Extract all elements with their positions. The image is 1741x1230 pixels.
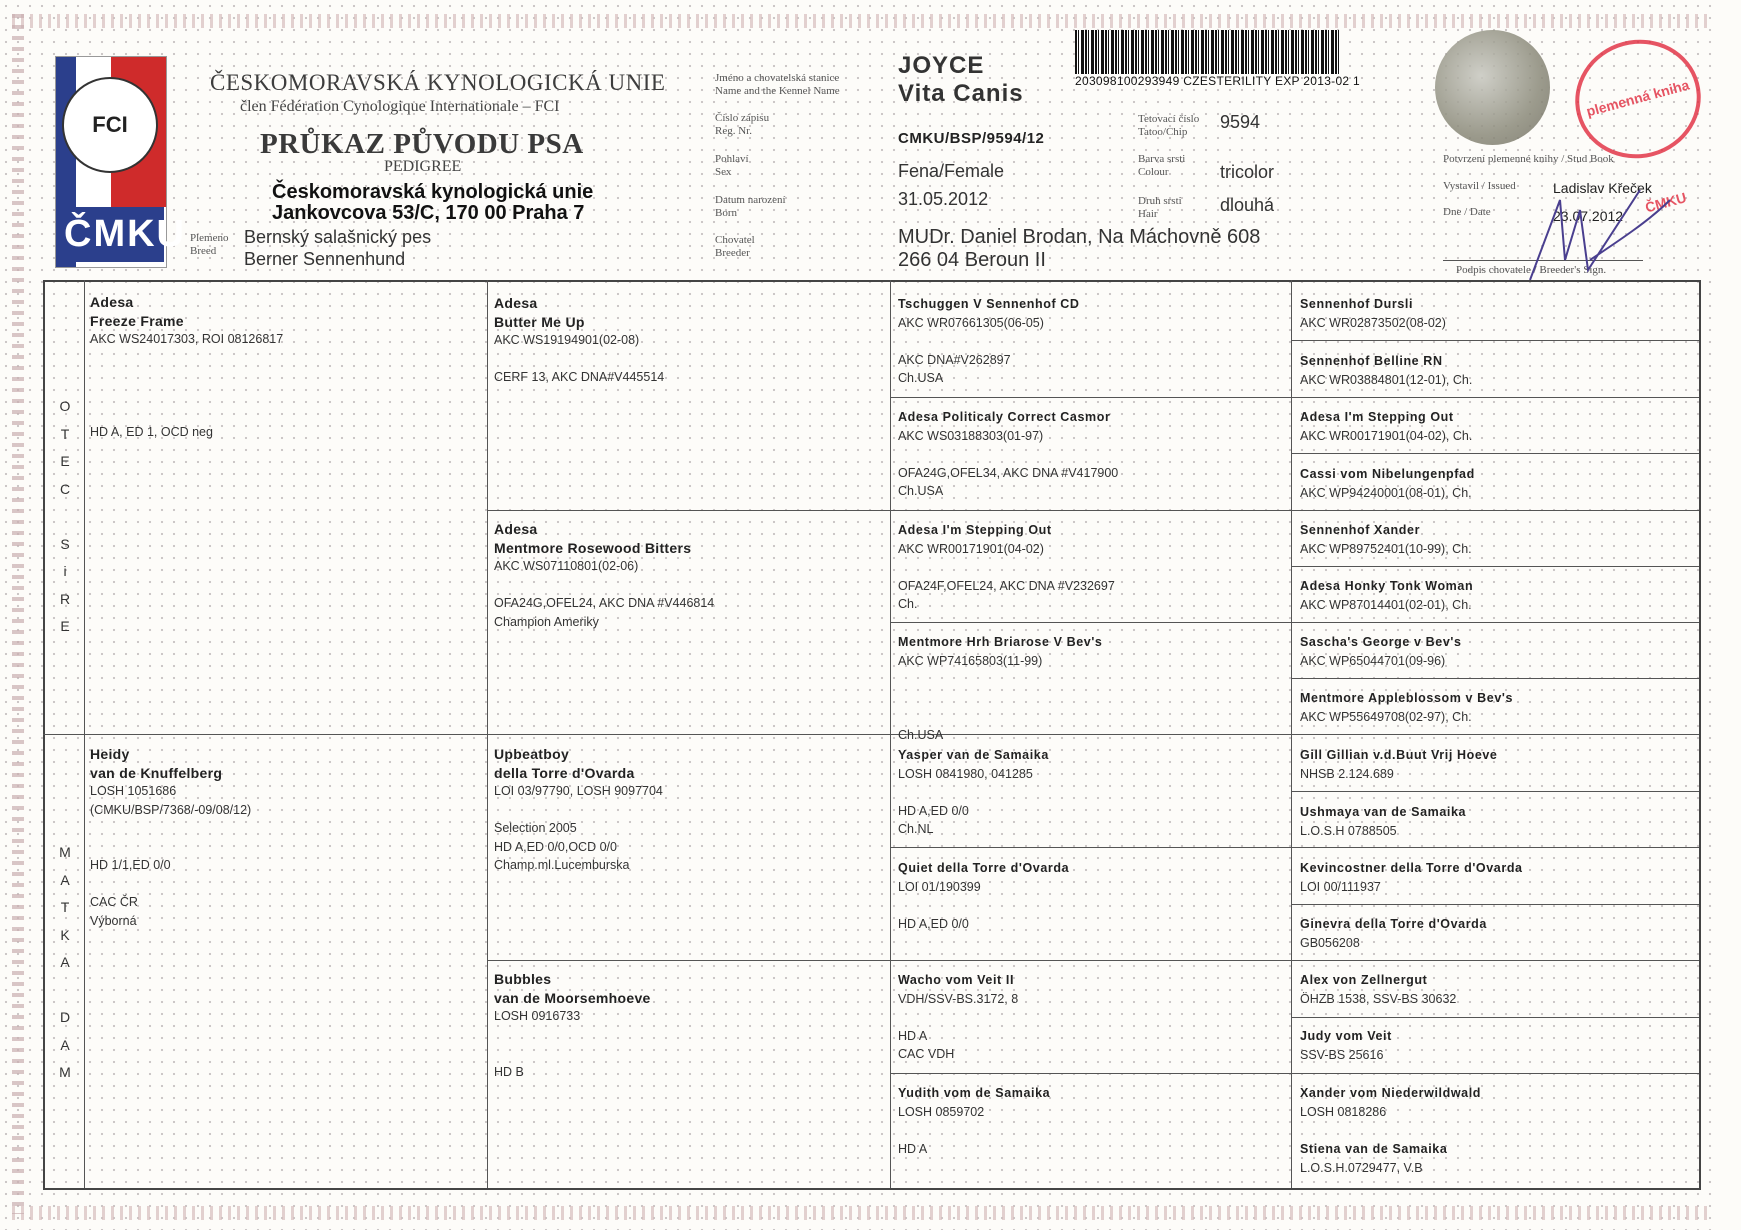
detail-line — [898, 896, 1286, 915]
g3-cell — [898, 408, 1286, 501]
ancestor-name: Ginevra della Torre d'Ovarda — [1300, 917, 1487, 931]
detail-line — [90, 349, 480, 368]
detail-line: Výborná — [90, 913, 137, 928]
registration-number: AKC WR00171901(04-02), Ch. — [1300, 428, 1473, 443]
detail-line: OFA24G,OFEL34, AKC DNA #V417900 — [898, 465, 1119, 480]
ancestor-name: Gill Gillian v.d.Buut Vrij Hoeve — [1300, 748, 1498, 762]
g4-cell — [1300, 408, 1695, 445]
registration-number: AKC WP94240001(08-01), Ch. — [1300, 485, 1472, 500]
g2-cell — [494, 970, 884, 1081]
detail-line — [494, 1026, 884, 1045]
detail-line: Ch.NL — [898, 822, 934, 836]
detail-line: HD A — [898, 1028, 928, 1043]
detail-line — [90, 404, 480, 423]
hologram-seal — [1435, 30, 1550, 145]
detail-line: LOSH 0841980, 041285 — [898, 766, 1033, 781]
detail-line — [494, 1044, 884, 1063]
g3-cell — [898, 859, 1286, 933]
detail-line: HD A,ED 0/0 — [898, 916, 969, 931]
sire-details — [90, 330, 480, 441]
ancestor-name-1: Adesa — [494, 295, 538, 311]
detail-line — [898, 445, 1286, 464]
registration-number: LOI 00/111937 — [1300, 879, 1381, 894]
document-subtitle: PEDIGREE — [384, 158, 462, 175]
detail-line — [898, 689, 1286, 708]
cmku-logo — [55, 56, 186, 268]
g4-cell — [1300, 633, 1695, 670]
ancestor-name: Yudith vom de Samaika — [898, 1086, 1051, 1100]
detail-line — [898, 1008, 1286, 1027]
g4-cell — [1300, 746, 1695, 783]
detail-line — [898, 558, 1286, 577]
g4-cell — [1300, 915, 1695, 952]
detail-line: LOSH 1051686 — [90, 784, 177, 798]
detail-line: OFA24F,OFEL24, AKC DNA #V232697 — [898, 578, 1115, 593]
fci-membership: člen Fédération Cynologique Internationale – FCI — [240, 98, 560, 115]
ancestor-name: Adesa I'm Stepping Out — [1300, 410, 1454, 424]
side-letter: R — [59, 590, 71, 607]
detail-line: AKC DNA#V262897 — [898, 352, 1011, 367]
ancestor-name: Kevincostner della Torre d'Ovarda — [1300, 861, 1523, 875]
side-letter: M — [59, 844, 71, 860]
barcode-text: 203098100293949 CZESTERILITY EXP 2013-02 1 — [1075, 74, 1361, 88]
detail-line: LOSH 0916733 — [494, 1009, 581, 1023]
stud-book-stamp: plemenná kniha ČMKU — [1562, 26, 1714, 173]
side-letter: A — [60, 954, 70, 970]
g3-cell — [898, 746, 1286, 839]
registration-number: AKC WR02873502(08-02) — [1300, 315, 1446, 330]
g4-cell — [1300, 859, 1695, 896]
detail-line: LOI 03/97790, LOSH 9097704 — [494, 784, 663, 798]
ancestor-name: Ushmaya van de Samaika — [1300, 805, 1467, 819]
detail-line — [90, 386, 480, 405]
detail-line: CAC ČR — [90, 895, 138, 909]
g4-cell — [1300, 465, 1695, 502]
detail-line: Champion Ameriky — [494, 614, 599, 629]
tattoo-value: 9594 — [1220, 112, 1261, 132]
g3-cell — [898, 633, 1286, 744]
ancestor-name: Stiena van de Samaika — [1300, 1142, 1448, 1156]
document-title: PRŮKAZ PŮVODU PSA — [260, 128, 584, 160]
grid-line — [43, 734, 1699, 735]
ornament-border-bottom — [12, 1206, 1712, 1220]
side-letter — [58, 977, 72, 1005]
ancestor-name-2: van de Moorsemhoeve — [494, 989, 651, 1006]
dam-side-label — [58, 839, 72, 1087]
dam-name-1: Heidy — [90, 746, 130, 762]
date-label: Dne / Date — [1443, 206, 1491, 218]
ancestor-name: Sascha's George v Bev's — [1300, 635, 1462, 649]
g4-cell — [1300, 689, 1695, 726]
detail-line: AKC WP74165803(11-99) — [898, 653, 1043, 668]
registration-number: AKC WP65044701(09-96) — [1300, 653, 1446, 668]
g3-cell — [898, 971, 1286, 1064]
ancestor-name: Wacho vom Veit II — [898, 973, 1015, 987]
ancestor-name: Tschuggen V Sennenhof CD — [898, 297, 1080, 311]
detail-line: HD 1/1,ED 0/0 — [90, 858, 171, 872]
org-address — [272, 182, 593, 224]
detail-line: HD A, ED 1, OCD neg — [90, 424, 213, 439]
g2-cell — [494, 745, 884, 875]
registration-number: SSV-BS 25616 — [1300, 1047, 1384, 1062]
side-letter: T — [60, 899, 70, 915]
g2-cell — [494, 294, 884, 387]
detail-line — [898, 332, 1286, 351]
ancestor-name-1: Bubbles — [494, 971, 552, 987]
tattoo-label: Tetovací číslo Tatoo/Chip — [1138, 113, 1200, 138]
date-value: 23.07.2012 — [1553, 208, 1624, 224]
registration-number: AKC WR03884801(12-01), Ch. — [1300, 372, 1473, 387]
sire-cell — [90, 293, 480, 441]
colour-label: Barva srsti Colour — [1138, 153, 1186, 178]
registration-number: L.O.S.H.0729477, V.B — [1300, 1160, 1423, 1175]
registration-number: ÖHZB 1538, SSV-BS 30632 — [1300, 991, 1457, 1006]
ancestor-name-1: Upbeatboy — [494, 746, 570, 762]
detail-line — [90, 875, 480, 894]
ancestor-name: Sennenhof Xander — [1300, 523, 1421, 537]
detail-line — [898, 707, 1286, 726]
registration-number: NHSB 2.124.689 — [1300, 766, 1394, 781]
ancestor-name: Mentmore Hrh Briarose V Bev's — [898, 635, 1103, 649]
stud-book-label: Potvrzení plemenné knihy / Stud Book — [1443, 153, 1614, 165]
cmku-emblem: ČMKU — [64, 207, 164, 262]
dog-name — [898, 52, 1024, 108]
detail-line — [494, 801, 884, 820]
born-value: 31.05.2012 — [898, 189, 989, 209]
ancestor-name: Sennenhof Belline RN — [1300, 354, 1443, 368]
ancestor-name: Sennenhof Dursli — [1300, 297, 1414, 311]
side-letter: K — [60, 926, 70, 943]
detail-line: AKC WS24017303, ROI 08126817 — [90, 332, 284, 346]
detail-line: CAC VDH — [898, 1047, 955, 1061]
detail-line: HD A,ED 0/0 — [898, 803, 969, 818]
issued-value: Ladislav Křeček — [1553, 180, 1652, 196]
side-letter: S — [60, 535, 70, 552]
g4-cell — [1300, 577, 1695, 614]
g3-cell — [898, 521, 1286, 614]
ancestor-name-2: Mentmore Rosewood Bitters — [494, 539, 692, 556]
breed-de: Berner Sennenhund — [244, 249, 406, 269]
detail-line — [90, 367, 480, 386]
detail-line — [898, 1121, 1286, 1140]
detail-line: AKC WS19194901(02-08) — [494, 333, 640, 347]
detail-line — [90, 819, 480, 838]
registration-number: AKC WP89752401(10-99), Ch. — [1300, 541, 1472, 556]
ancestor-name: Quiet della Torre d'Ovarda — [898, 861, 1070, 875]
detail-line — [90, 838, 480, 857]
side-letter: E — [60, 618, 70, 634]
ancestor-name: Adesa Honky Tonk Woman — [1300, 579, 1474, 593]
org-name: Českomoravská kynologická unie — [272, 181, 594, 203]
dam-cell — [90, 745, 480, 930]
detail-line — [494, 350, 884, 369]
registration-number: AKC WP87014401(02-01), Ch. — [1300, 597, 1472, 612]
g4-cell — [1300, 521, 1695, 558]
reg-label: Číslo zápisu Reg. Nr. — [715, 112, 770, 137]
detail-line — [494, 576, 884, 595]
ancestor-name: Cassi vom Nibelungenpfad — [1300, 467, 1475, 481]
ornament-border-left — [12, 14, 24, 1214]
registration-number: AKC WP55649708(02-97), Ch. — [1300, 709, 1472, 724]
g4-cell — [1300, 1140, 1695, 1177]
dog-kennel-name: Vita Canis — [898, 80, 1024, 107]
issued-label: Vystavil / Issued — [1443, 180, 1516, 192]
side-letter: D — [59, 1009, 71, 1025]
detail-line: LOSH 0859702 — [898, 1104, 985, 1119]
signature — [1520, 180, 1680, 290]
breed-value — [244, 226, 431, 270]
registration-number: LOSH 0818286 — [1300, 1104, 1387, 1119]
breed-label: Plemeno Breed — [190, 232, 229, 257]
sire-side-label — [58, 393, 72, 641]
born-label: Datum narození Born — [715, 194, 786, 219]
sex-label: Pohlaví Sex — [715, 153, 749, 178]
detail-line: Ch.USA — [898, 371, 944, 385]
detail-line: Selection 2005 — [494, 821, 577, 835]
g4-cell — [1300, 1084, 1695, 1121]
detail-line: Ch.USA — [898, 727, 944, 742]
registration-number: GB056208 — [1300, 935, 1360, 950]
side-letter: E — [60, 453, 70, 469]
side-letter: i — [63, 563, 67, 579]
side-letter: T — [60, 425, 70, 442]
detail-line: AKC WS07110801(02-06) — [494, 559, 639, 573]
ancestor-name: Yasper van de Samaika — [898, 748, 1049, 762]
ancestor-name: Mentmore Appleblossom v Bev's — [1300, 691, 1514, 705]
reg-number: CMKU/BSP/9594/12 — [898, 130, 1045, 147]
ancestor-name-1: Adesa — [494, 521, 538, 537]
sire-name-1: Adesa — [90, 294, 134, 310]
detail-line: HD A,ED 0/0,OCD 0/0 — [494, 839, 617, 854]
org-street: Jankovcova 53/C, 170 00 Praha 7 — [272, 202, 585, 224]
side-letter: A — [60, 1036, 70, 1053]
detail-line: LOI 01/190399 — [898, 879, 981, 894]
detail-line: AKC WR00171901(04-02) — [898, 541, 1044, 556]
detail-line: HD A — [898, 1141, 928, 1156]
sex-value: Fena/Female — [898, 161, 1005, 181]
detail-line: CERF 13, AKC DNA#V445514 — [494, 370, 665, 384]
g4-cell — [1300, 971, 1695, 1008]
g3-cell — [898, 1084, 1286, 1158]
breeder-label: Chovatel Breeder — [715, 234, 755, 259]
detail-line: OFA24G,OFEL24, AKC DNA #V446814 — [494, 596, 715, 610]
g4-cell — [1300, 352, 1695, 389]
colour-value: tricolor — [1220, 162, 1275, 182]
g3-cell — [898, 295, 1286, 388]
side-letter: M — [59, 1064, 71, 1080]
registration-number: L.O.S.H 0788505 — [1300, 823, 1397, 838]
detail-line: AKC WS03188303(01-97) — [898, 428, 1044, 443]
ancestor-name-2: della Torre d'Ovarda — [494, 764, 635, 781]
breeder-sign-label: Podpis chovatele / Breeder's Sign. — [1456, 264, 1607, 276]
ancestor-name: Adesa I'm Stepping Out — [898, 523, 1052, 537]
ancestor-name-2: Butter Me Up — [494, 313, 585, 330]
dam-details — [90, 782, 480, 930]
sire-name-2: Freeze Frame — [90, 312, 184, 329]
side-letter: O — [59, 398, 71, 414]
fci-emblem: FCI — [62, 77, 158, 173]
detail-line: HD B — [494, 1064, 524, 1079]
union-name: ČESKOMORAVSKÁ KYNOLOGICKÁ UNIE — [210, 70, 666, 95]
detail-line: (CMKU/BSP/7368/-09/08/12) — [90, 802, 252, 817]
ancestor-name: Judy vom Veit — [1300, 1029, 1392, 1043]
side-letter — [58, 503, 72, 531]
g2-cell — [494, 520, 884, 631]
detail-line — [898, 670, 1286, 689]
side-letter: A — [60, 871, 70, 888]
detail-line: AKC WR07661305(06-05) — [898, 315, 1044, 330]
detail-line — [898, 783, 1286, 802]
ancestor-name: Xander vom Niederwildwald — [1300, 1086, 1482, 1100]
ancestor-name: Alex von Zellnergut — [1300, 973, 1428, 987]
hair-value: dlouhá — [1220, 195, 1275, 215]
detail-line: Ch.USA — [898, 484, 944, 498]
ornament-border-top — [12, 14, 1712, 28]
barcode — [1075, 30, 1340, 74]
detail-line: Ch. — [898, 597, 918, 611]
breed-cz: Bernský salašnický pes — [244, 227, 432, 247]
side-letter: C — [59, 480, 71, 497]
g4-cell — [1300, 1027, 1695, 1064]
breeder-value: MUDr. Daniel Brodan, Na Máchovně 608 266 04 Beroun II — [898, 226, 1261, 271]
dam-name-2: van de Knuffelberg — [90, 764, 223, 781]
dog-call-name: JOYCE — [898, 52, 985, 79]
detail-line: VDH/SSV-BS.3172, 8 — [898, 991, 1019, 1006]
g4-cell — [1300, 295, 1695, 332]
ancestor-name: Adesa Politicaly Correct Casmor — [898, 410, 1111, 424]
g4-cell — [1300, 803, 1695, 840]
name-label: Jméno a chovatelská stanice Name and the Kennel Name — [715, 72, 840, 97]
detail-line: Champ.ml.Lucemburska — [494, 858, 630, 872]
hair-label: Druh srsti Hair — [1138, 195, 1182, 220]
